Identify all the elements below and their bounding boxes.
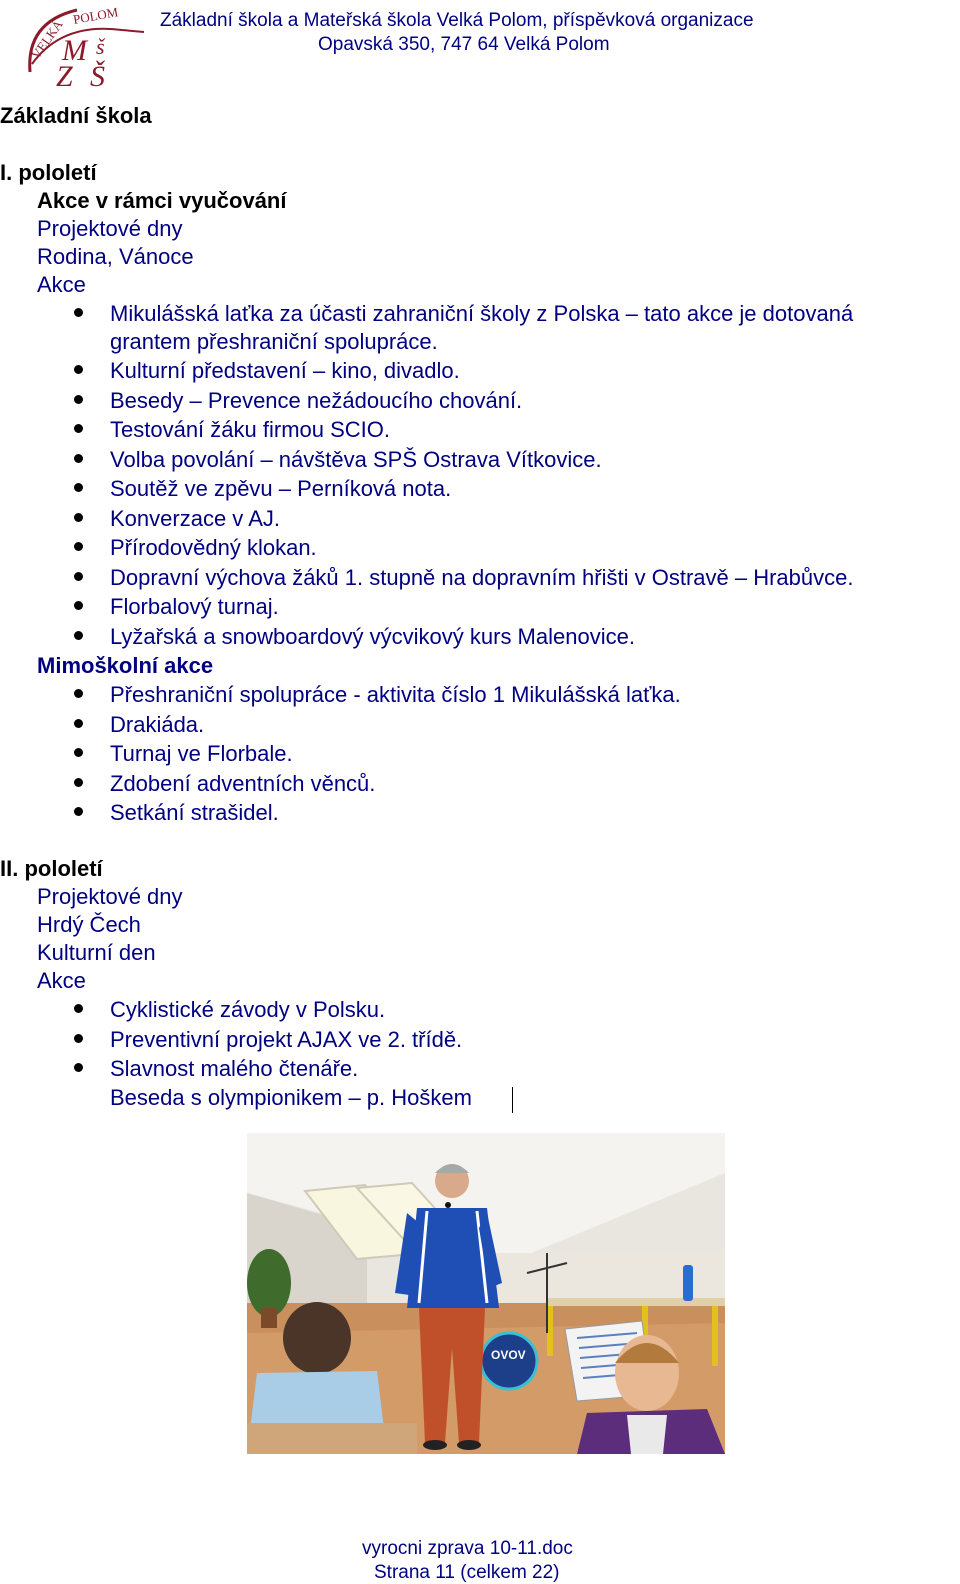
bullet-icon [74, 1004, 83, 1013]
bullet-icon [74, 807, 83, 816]
list-item: Testování žáku firmou SCIO. [110, 417, 390, 442]
project-days-label-2: Projektové dny [37, 884, 183, 909]
bullet-icon [74, 513, 83, 522]
logo-letters-m: M [62, 34, 87, 67]
list-item: Lyžařská a snowboardový výcvikový kurs Malenovice. [110, 624, 635, 649]
project-day-value: Kulturní den [37, 940, 156, 965]
list-item: Besedy – Prevence nežádoucího chování. [110, 388, 523, 413]
bullet-icon [74, 542, 83, 551]
list-item: Kulturní představení – kino, divadlo. [110, 358, 460, 383]
footer-page-number: Strana 11 (celkem 22) [374, 1562, 560, 1583]
list-item: Mikulášská laťka za účasti zahraniční školy z Polska – tato akce je dotovaná [110, 301, 854, 326]
list-item: Přírodovědný klokan. [110, 535, 317, 560]
logo-arc-text-2: POLOM [71, 4, 120, 27]
list-item: Preventivní projekt AJAX ve 2. třídě. [110, 1027, 463, 1052]
bullet-icon [74, 748, 83, 757]
bullet-icon [74, 424, 83, 433]
bullet-icon [74, 365, 83, 374]
list-item: Beseda s olympionikem – p. Hoškem [110, 1085, 472, 1110]
first-half-heading: I. pololetí [0, 160, 97, 185]
logo-letters-s2: Š [90, 60, 105, 90]
ovov-banner-text: OVOV [491, 1348, 526, 1362]
list-item-continuation: grantem přeshraniční spolupráce. [110, 329, 438, 354]
list-item: Přeshraniční spolupráce - aktivita číslo 1 Mikulášská laťka. [110, 682, 681, 707]
list-item: Slavnost malého čtenáře. [110, 1056, 359, 1081]
event-photo [247, 1133, 725, 1454]
list-item: Florbalový turnaj. [110, 594, 279, 619]
bullet-icon [74, 1034, 83, 1043]
bullet-icon [74, 719, 83, 728]
logo-arc-text: VELKÁ [28, 17, 66, 62]
section-title: Základní škola [0, 103, 152, 128]
list-item: Volba povolání – návštěva SPŠ Ostrava Vítkovice. [110, 447, 602, 472]
header-address: Opavská 350, 747 64 Velká Polom [318, 34, 610, 55]
extra-activities-label: Mimoškolní akce [37, 653, 214, 678]
actions-label: Akce [37, 272, 86, 297]
logo-letters-z: Z [56, 60, 73, 90]
bullet-icon [74, 395, 83, 404]
project-days-label: Projektové dny [37, 216, 183, 241]
project-day-value: Hrdý Čech [37, 912, 141, 937]
bullet-icon [74, 483, 83, 492]
bullet-icon [74, 454, 83, 463]
bullet-icon [74, 572, 83, 581]
list-item: Konverzace v AJ. [110, 506, 280, 531]
second-half-heading: II. pololetí [0, 856, 103, 881]
bullet-icon [74, 778, 83, 787]
project-days-value: Rodina, Vánoce [37, 244, 194, 269]
actions-label-2: Akce [37, 968, 86, 993]
bullet-icon [74, 689, 83, 698]
bullet-icon [74, 601, 83, 610]
list-item: Dopravní výchova žáků 1. stupně na dopravním hřišti v Ostravě – Hrabůvce. [110, 565, 854, 590]
first-half-subheading: Akce v rámci vyučování [37, 188, 287, 213]
bullet-icon [74, 308, 83, 317]
logo-letters-s: š [96, 34, 105, 59]
footer-filename: vyrocni zprava 10-11.doc [362, 1538, 573, 1559]
text-cursor [512, 1087, 513, 1113]
header-school-name: Základní škola a Mateřská škola Velká Polom, příspěvková organizace [160, 10, 754, 31]
list-item: Zdobení adventních věnců. [110, 771, 376, 796]
list-item: Drakiáda. [110, 712, 205, 737]
school-logo [22, 2, 152, 90]
bullet-icon [74, 1063, 83, 1072]
list-item: Soutěž ve zpěvu – Perníková nota. [110, 476, 452, 501]
list-item: Cyklistické závody v Polsku. [110, 997, 386, 1022]
bullet-icon [74, 631, 83, 640]
list-item: Turnaj ve Florbale. [110, 741, 293, 766]
list-item: Setkání strašidel. [110, 800, 279, 825]
